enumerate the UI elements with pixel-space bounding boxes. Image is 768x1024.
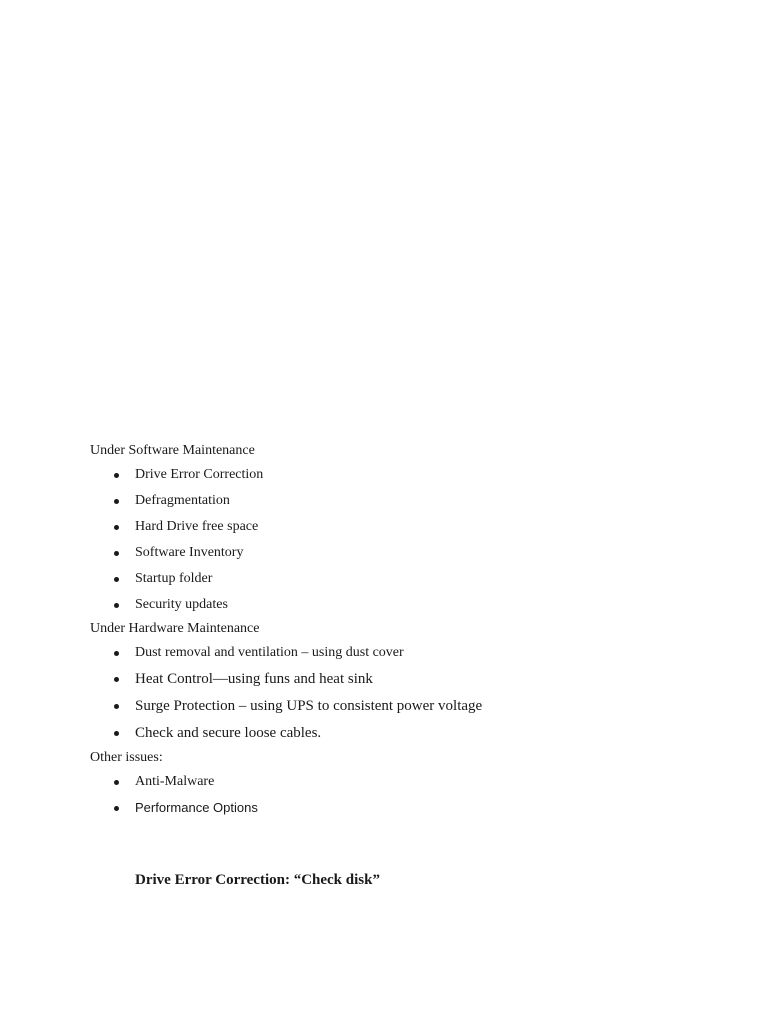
list-item: Dust removal and ventilation – using dust cover (90, 640, 730, 666)
section-title: Drive Error Correction: “Check disk” (135, 872, 380, 888)
list-item: Security updates (90, 592, 730, 618)
list-item: Hard Drive free space (90, 514, 730, 540)
list-item: Startup folder (90, 566, 730, 592)
list-item: Drive Error Correction (90, 462, 730, 488)
list-item: Check and secure loose cables. (90, 720, 730, 747)
list-item: Heat Control—using funs and heat sink (90, 666, 730, 693)
software-maintenance-list (90, 462, 730, 618)
hardware-maintenance-heading: Under Hardware Maintenance (90, 621, 260, 636)
maintenance-lists (90, 440, 730, 821)
other-issues-list (90, 769, 730, 821)
hardware-maintenance-list (90, 640, 730, 747)
list-item: Performance Options (90, 795, 730, 821)
list-item: Software Inventory (90, 540, 730, 566)
list-item: Anti-Malware (90, 769, 730, 795)
software-maintenance-heading: Under Software Maintenance (90, 443, 255, 458)
list-item: Surge Protection – using UPS to consistent power voltage (90, 693, 730, 720)
other-issues-heading: Other issues: (90, 750, 163, 765)
list-item: Defragmentation (90, 488, 730, 514)
